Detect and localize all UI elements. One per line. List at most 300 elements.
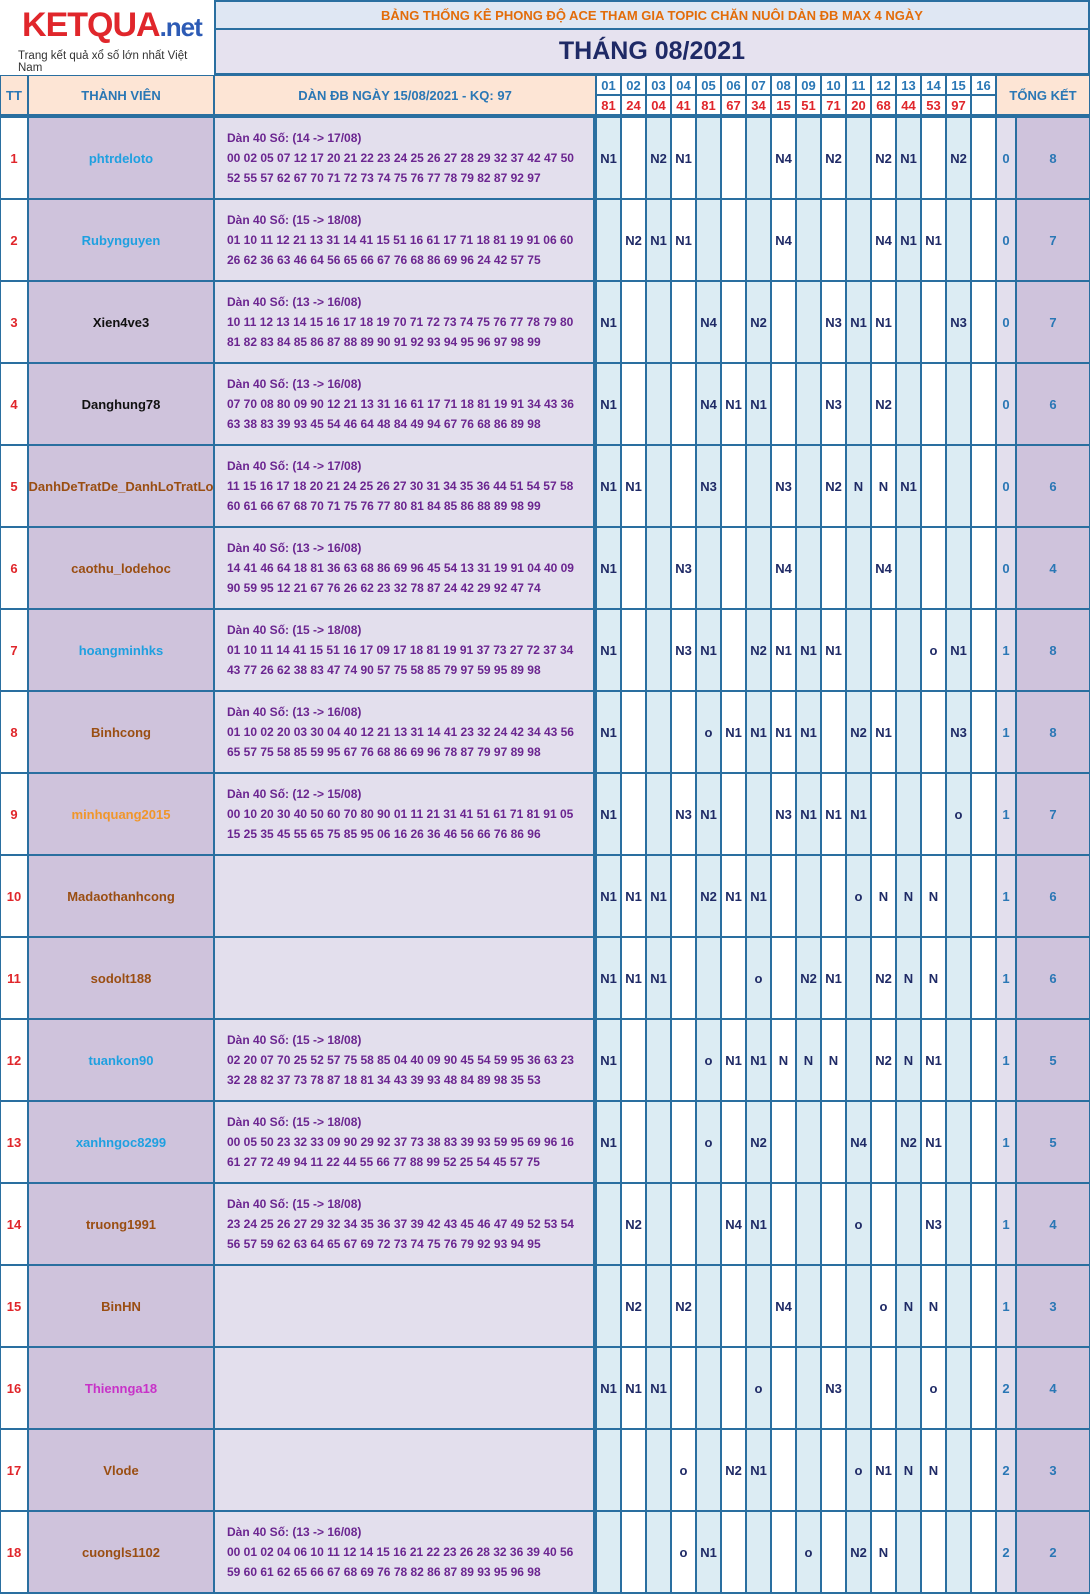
day-cell: [721, 1347, 746, 1429]
day-cell: [671, 691, 696, 773]
day-cell: N2: [671, 1265, 696, 1347]
day-cell: [721, 199, 746, 281]
day-cell: [821, 1101, 846, 1183]
header-result: 67: [721, 95, 746, 115]
day-cell: N1: [671, 117, 696, 199]
day-cell: N1: [846, 281, 871, 363]
day-cell: N1: [596, 117, 621, 199]
day-cell: o: [871, 1265, 896, 1347]
day-cell: N4: [771, 527, 796, 609]
dan-line: Dàn 40 Số: (13 -> 16/08): [227, 1525, 362, 1539]
summary-total: 7: [1016, 773, 1090, 855]
dan-line: Dàn 40 Số: (15 -> 18/08): [227, 1197, 362, 1211]
header-day: 09: [796, 75, 821, 95]
day-cell: [646, 1429, 671, 1511]
day-cell: N1: [871, 281, 896, 363]
header-result: 71: [821, 95, 846, 115]
day-cell: [771, 1429, 796, 1511]
day-cell: [646, 445, 671, 527]
day-cell: [646, 1265, 671, 1347]
day-cell: [971, 609, 996, 691]
day-cell: [896, 363, 921, 445]
header-dan: DÀN ĐB NGÀY 15/08/2021 - KQ: 97: [214, 75, 596, 115]
header-day: 06: [721, 75, 746, 95]
day-cell: [946, 199, 971, 281]
day-cell: N1: [646, 855, 671, 937]
day-cell: o: [746, 1347, 771, 1429]
day-cell: [871, 1101, 896, 1183]
day-cell: N2: [871, 117, 896, 199]
day-cell: N1: [596, 527, 621, 609]
member-name: xanhngoc8299: [28, 1101, 214, 1183]
day-cell: N2: [696, 855, 721, 937]
header-result: 24: [621, 95, 646, 115]
day-cell: [646, 691, 671, 773]
day-cell: [746, 1265, 771, 1347]
day-cell: [796, 1347, 821, 1429]
header-result: 53: [921, 95, 946, 115]
day-cell: [821, 1511, 846, 1593]
dan-line: 00 10 20 30 40 50 60 70 80 90 01 11 21 31 41 51 61 71 81 91 05: [227, 807, 574, 821]
day-cell: [846, 937, 871, 1019]
day-cell: N: [896, 855, 921, 937]
day-cell: [896, 1183, 921, 1265]
day-cell: N2: [871, 1019, 896, 1101]
day-cell: [646, 1183, 671, 1265]
day-cell: [646, 773, 671, 855]
day-cell: [796, 1101, 821, 1183]
day-cell: [946, 1019, 971, 1101]
day-cell: N: [896, 937, 921, 1019]
header-result: 41: [671, 95, 696, 115]
day-cell: N3: [671, 527, 696, 609]
header-day: 11: [846, 75, 871, 95]
row-number: 14: [0, 1183, 28, 1265]
day-cell: N1: [721, 691, 746, 773]
day-cell: [746, 773, 771, 855]
summary-total: 3: [1016, 1265, 1090, 1347]
row-number: 4: [0, 363, 28, 445]
member-name: phtrdeloto: [28, 117, 214, 199]
day-cell: N1: [796, 773, 821, 855]
day-cell: [721, 117, 746, 199]
day-cell: [821, 199, 846, 281]
day-cell: N2: [746, 1101, 771, 1183]
summary-hits: 0: [996, 199, 1016, 281]
day-cell: [846, 609, 871, 691]
day-cell: [971, 937, 996, 1019]
dan-line: Dàn 40 Số: (13 -> 16/08): [227, 295, 362, 309]
summary-hits: 0: [996, 445, 1016, 527]
day-cell: [821, 1183, 846, 1265]
day-cell: [646, 527, 671, 609]
summary-total: 7: [1016, 281, 1090, 363]
day-cell: [746, 1511, 771, 1593]
day-cell: [671, 1019, 696, 1101]
day-cell: [896, 773, 921, 855]
day-cell: [746, 117, 771, 199]
day-cell: N1: [746, 363, 771, 445]
day-cell: [946, 1347, 971, 1429]
logo: [0, 0, 214, 75]
day-cell: [696, 199, 721, 281]
day-cell: [846, 117, 871, 199]
header-result: 81: [696, 95, 721, 115]
row-number: 17: [0, 1429, 28, 1511]
day-cell: [646, 1101, 671, 1183]
day-cell: N1: [696, 773, 721, 855]
header-result: 97: [946, 95, 971, 115]
day-cell: N2: [846, 691, 871, 773]
day-cell: [821, 691, 846, 773]
header-day: 02: [621, 75, 646, 95]
day-cell: [771, 281, 796, 363]
header-result: [971, 95, 996, 115]
header-day: 10: [821, 75, 846, 95]
day-cell: N2: [646, 117, 671, 199]
summary-hits: 1: [996, 1265, 1016, 1347]
day-cell: N4: [771, 1265, 796, 1347]
day-cell: N2: [746, 281, 771, 363]
member-name: Rubynguyen: [28, 199, 214, 281]
day-cell: [746, 445, 771, 527]
header-result: 04: [646, 95, 671, 115]
dan-line: 11 15 16 17 18 20 21 24 25 26 27 30 31 34 35 36 44 51 54 57 58: [227, 479, 574, 493]
day-cell: N4: [696, 281, 721, 363]
summary-hits: 1: [996, 1019, 1016, 1101]
dan-line: Dàn 40 Số: (13 -> 16/08): [227, 377, 362, 391]
member-name: sodolt188: [28, 937, 214, 1019]
day-cell: [646, 1511, 671, 1593]
header-day: 12: [871, 75, 896, 95]
day-cell: [621, 1511, 646, 1593]
day-cell: [846, 527, 871, 609]
day-cell: [671, 1183, 696, 1265]
dan-line: 26 62 36 63 46 64 56 65 66 67 76 68 86 69 96 24 42 57 75: [227, 253, 541, 267]
day-cell: o: [696, 691, 721, 773]
dan-line: 00 05 50 23 32 33 09 90 29 92 37 73 38 83 39 93 59 95 69 96 16: [227, 1135, 574, 1149]
day-cell: N1: [796, 691, 821, 773]
summary-total: 7: [1016, 199, 1090, 281]
banner-title: BẢNG THỐNG KÊ PHONG ĐỘ ACE THAM GIA TOPIC CHĂN NUÔI DÀN ĐB MAX 4 NGÀY: [214, 0, 1090, 30]
day-cell: N2: [621, 1183, 646, 1265]
dan-numbers: [214, 281, 594, 363]
day-cell: o: [846, 1429, 871, 1511]
day-cell: [621, 363, 646, 445]
day-cell: N: [921, 1429, 946, 1511]
day-cell: [946, 527, 971, 609]
day-cell: N1: [721, 1019, 746, 1101]
member-name: hoangminhks: [28, 609, 214, 691]
day-cell: N3: [671, 773, 696, 855]
dan-line: Dàn 40 Số: (13 -> 16/08): [227, 705, 362, 719]
day-cell: N: [771, 1019, 796, 1101]
member-name: Madaothanhcong: [28, 855, 214, 937]
day-cell: [896, 1347, 921, 1429]
dan-line: 10 11 12 13 14 15 16 17 18 19 70 71 72 73 74 75 76 77 78 79 80: [227, 315, 574, 329]
day-cell: [971, 117, 996, 199]
day-cell: [796, 363, 821, 445]
member-name: minhquang2015: [28, 773, 214, 855]
day-cell: [971, 1429, 996, 1511]
row-number: 1: [0, 117, 28, 199]
dan-numbers: [214, 1429, 594, 1511]
day-cell: [796, 445, 821, 527]
day-cell: N1: [746, 1429, 771, 1511]
dan-line: 61 27 72 49 94 11 22 44 55 66 77 88 99 52 25 54 45 57 75: [227, 1155, 540, 1169]
day-cell: N1: [621, 445, 646, 527]
day-cell: [896, 527, 921, 609]
day-cell: N2: [871, 363, 896, 445]
dan-line: Dàn 40 Số: (13 -> 16/08): [227, 541, 362, 555]
day-cell: [696, 527, 721, 609]
day-cell: [671, 855, 696, 937]
day-cell: [846, 1265, 871, 1347]
header-result: 34: [746, 95, 771, 115]
day-cell: N1: [596, 773, 621, 855]
day-cell: [971, 281, 996, 363]
day-cell: [846, 363, 871, 445]
header-day: 04: [671, 75, 696, 95]
day-cell: N1: [596, 937, 621, 1019]
header-day: 13: [896, 75, 921, 95]
dan-line: 07 70 08 80 09 90 12 21 13 31 16 61 17 71 18 81 19 91 34 43 36: [227, 397, 574, 411]
dan-line: 32 28 82 37 73 78 87 18 81 34 43 39 93 48 84 89 98 35 53: [227, 1073, 541, 1087]
day-cell: [971, 1101, 996, 1183]
summary-total: 3: [1016, 1429, 1090, 1511]
day-cell: [971, 445, 996, 527]
day-cell: N1: [921, 1101, 946, 1183]
dan-numbers: [214, 937, 594, 1019]
day-cell: [971, 527, 996, 609]
dan-line: 90 59 95 12 21 67 76 26 62 23 32 78 87 24 42 29 92 47 74: [227, 581, 541, 595]
dan-line: 60 61 66 67 68 70 71 75 76 77 80 81 84 85 86 88 89 98 99: [227, 499, 541, 513]
day-cell: N1: [921, 199, 946, 281]
dan-line: Dàn 40 Số: (15 -> 18/08): [227, 623, 362, 637]
day-cell: N3: [946, 281, 971, 363]
day-cell: N: [921, 937, 946, 1019]
row-number: 6: [0, 527, 28, 609]
day-cell: N1: [896, 445, 921, 527]
day-cell: N1: [821, 773, 846, 855]
day-cell: [871, 1183, 896, 1265]
summary-hits: 1: [996, 937, 1016, 1019]
dan-line: 81 82 83 84 85 86 87 88 89 90 91 92 93 94 95 96 97 98 99: [227, 335, 541, 349]
header-result: 51: [796, 95, 821, 115]
day-cell: N3: [771, 773, 796, 855]
dan-line: Dàn 40 Số: (15 -> 18/08): [227, 213, 362, 227]
day-cell: N: [896, 1019, 921, 1101]
day-cell: N: [821, 1019, 846, 1101]
header-day: 05: [696, 75, 721, 95]
member-name: DanhDeTratDe_DanhLoTratLo: [28, 445, 214, 527]
day-cell: [721, 1101, 746, 1183]
day-cell: N1: [746, 691, 771, 773]
header-day: 03: [646, 75, 671, 95]
summary-total: 4: [1016, 527, 1090, 609]
dan-line: 01 10 11 12 21 13 31 14 41 15 51 16 61 17 71 18 81 19 91 06 60: [227, 233, 574, 247]
day-cell: [721, 609, 746, 691]
header-summary: TỔNG KẾT: [996, 75, 1090, 115]
day-cell: [946, 1183, 971, 1265]
day-cell: [946, 1511, 971, 1593]
summary-total: 6: [1016, 937, 1090, 1019]
day-cell: N2: [621, 1265, 646, 1347]
day-cell: N: [896, 1265, 921, 1347]
summary-total: 4: [1016, 1347, 1090, 1429]
day-cell: [621, 691, 646, 773]
dan-numbers: [214, 527, 594, 609]
day-cell: N3: [821, 1347, 846, 1429]
day-cell: [771, 363, 796, 445]
day-cell: o: [846, 1183, 871, 1265]
summary-hits: 1: [996, 1183, 1016, 1265]
day-cell: [921, 445, 946, 527]
day-cell: [946, 1101, 971, 1183]
day-cell: N2: [896, 1101, 921, 1183]
summary-hits: 1: [996, 1101, 1016, 1183]
day-cell: N: [921, 855, 946, 937]
day-cell: N1: [721, 363, 746, 445]
dan-numbers: [214, 445, 594, 527]
summary-total: 8: [1016, 691, 1090, 773]
day-cell: [621, 1429, 646, 1511]
member-name: Xien4ve3: [28, 281, 214, 363]
day-cell: [671, 1101, 696, 1183]
dan-line: Dàn 40 Số: (15 -> 18/08): [227, 1033, 362, 1047]
day-cell: [896, 691, 921, 773]
day-cell: N: [796, 1019, 821, 1101]
dan-line: 56 57 59 62 63 64 65 67 69 72 73 74 75 76 79 92 93 94 95: [227, 1237, 541, 1251]
day-cell: [621, 281, 646, 363]
member-name: Binhcong: [28, 691, 214, 773]
summary-hits: 0: [996, 281, 1016, 363]
day-cell: N: [921, 1265, 946, 1347]
day-cell: [971, 363, 996, 445]
day-cell: [921, 281, 946, 363]
day-cell: [871, 609, 896, 691]
day-cell: o: [671, 1429, 696, 1511]
dan-numbers: [214, 1183, 594, 1265]
dan-line: 65 57 75 58 85 59 95 67 76 68 86 69 96 78 87 79 97 89 98: [227, 745, 541, 759]
dan-line: Dàn 40 Số: (14 -> 17/08): [227, 131, 362, 145]
day-cell: o: [846, 855, 871, 937]
summary-total: 6: [1016, 363, 1090, 445]
day-cell: [921, 773, 946, 855]
day-cell: N1: [596, 281, 621, 363]
day-cell: N3: [821, 363, 846, 445]
day-cell: [721, 773, 746, 855]
day-cell: [796, 199, 821, 281]
day-cell: [646, 609, 671, 691]
dan-line: 43 77 26 62 38 83 47 74 90 57 75 58 85 79 97 59 95 89 98: [227, 663, 541, 677]
day-cell: N1: [771, 691, 796, 773]
day-cell: N1: [846, 773, 871, 855]
day-cell: [971, 1347, 996, 1429]
row-number: 10: [0, 855, 28, 937]
day-cell: [596, 199, 621, 281]
dan-line: Dàn 40 Số: (15 -> 18/08): [227, 1115, 362, 1129]
day-cell: N4: [696, 363, 721, 445]
month-title: THÁNG 08/2021: [214, 30, 1090, 75]
day-cell: N2: [946, 117, 971, 199]
day-cell: N1: [621, 855, 646, 937]
day-cell: o: [921, 1347, 946, 1429]
day-cell: N: [846, 445, 871, 527]
day-cell: [971, 691, 996, 773]
day-cell: [796, 117, 821, 199]
day-cell: N1: [871, 1429, 896, 1511]
dan-line: 02 20 07 70 25 52 57 75 58 85 04 40 09 90 45 54 59 95 36 63 23: [227, 1053, 574, 1067]
summary-total: 6: [1016, 855, 1090, 937]
day-cell: [771, 937, 796, 1019]
day-cell: N1: [596, 445, 621, 527]
day-cell: [896, 609, 921, 691]
day-cell: N1: [596, 1019, 621, 1101]
day-cell: N2: [871, 937, 896, 1019]
header-day: 01: [596, 75, 621, 95]
day-cell: N4: [721, 1183, 746, 1265]
day-cell: N1: [696, 1511, 721, 1593]
dan-numbers: [214, 1511, 594, 1593]
day-cell: N1: [696, 609, 721, 691]
day-cell: [971, 1265, 996, 1347]
logo-wordmark: KETQUA.net: [22, 6, 202, 44]
day-cell: [721, 445, 746, 527]
day-cell: N1: [796, 609, 821, 691]
day-cell: N3: [696, 445, 721, 527]
day-cell: [696, 937, 721, 1019]
day-cell: [671, 937, 696, 1019]
day-cell: [896, 1511, 921, 1593]
row-number: 18: [0, 1511, 28, 1593]
day-cell: [846, 199, 871, 281]
day-cell: [796, 527, 821, 609]
day-cell: [946, 445, 971, 527]
day-cell: o: [746, 937, 771, 1019]
day-cell: N3: [921, 1183, 946, 1265]
day-cell: [746, 527, 771, 609]
day-cell: N4: [871, 199, 896, 281]
dan-numbers: [214, 773, 594, 855]
day-cell: N1: [896, 199, 921, 281]
header-day: 16: [971, 75, 996, 95]
day-cell: N1: [896, 117, 921, 199]
day-cell: N4: [771, 117, 796, 199]
dan-numbers: [214, 609, 594, 691]
dan-numbers: [214, 1347, 594, 1429]
summary-hits: 2: [996, 1429, 1016, 1511]
dan-line: Dàn 40 Số: (12 -> 15/08): [227, 787, 362, 801]
day-cell: [796, 281, 821, 363]
day-cell: [946, 1429, 971, 1511]
summary-hits: 1: [996, 855, 1016, 937]
day-cell: N1: [771, 609, 796, 691]
day-cell: [596, 1183, 621, 1265]
dan-numbers: [214, 1265, 594, 1347]
day-cell: N4: [771, 199, 796, 281]
logo-tagline: Trang kết quả xổ số lớn nhất Việt Nam: [18, 50, 188, 74]
day-cell: [871, 1347, 896, 1429]
dan-numbers: [214, 117, 594, 199]
day-cell: N1: [596, 855, 621, 937]
day-cell: [596, 1511, 621, 1593]
day-cell: [821, 855, 846, 937]
day-cell: N1: [646, 199, 671, 281]
day-cell: N1: [646, 1347, 671, 1429]
day-cell: [821, 1265, 846, 1347]
day-cell: [621, 773, 646, 855]
